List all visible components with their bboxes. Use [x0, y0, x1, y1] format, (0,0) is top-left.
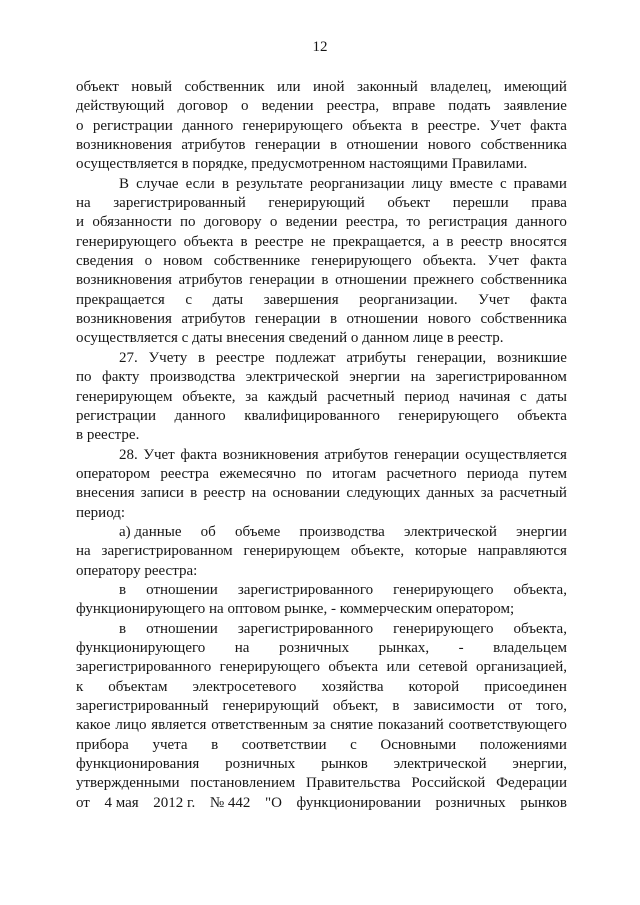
text-line	[76, 465, 567, 484]
word: данных	[426, 485, 475, 502]
word: Федерации	[496, 775, 567, 792]
word: объекта,	[513, 581, 567, 598]
text-line	[76, 291, 567, 310]
word: утвержденными	[76, 775, 180, 792]
text-line	[76, 136, 567, 155]
word: рынках,	[378, 639, 430, 656]
word: объект	[387, 195, 431, 212]
word: присоединен	[484, 678, 567, 695]
word: 28.	[119, 446, 138, 463]
text-line	[76, 233, 567, 252]
word: реестра,	[345, 214, 399, 231]
word: данного	[515, 214, 567, 231]
word: в	[221, 175, 229, 192]
word: от	[508, 698, 523, 714]
word: генерирующего	[219, 659, 320, 676]
word: объекте,	[350, 543, 405, 560]
text-line: осуществляется в порядке, предусмотренном настоящими Правилами.	[76, 156, 528, 173]
word: на	[251, 485, 267, 502]
paragraph	[76, 446, 567, 523]
word: за	[245, 388, 258, 405]
word: отношении	[146, 620, 218, 637]
word: объекта	[352, 117, 402, 134]
word: рынков	[321, 756, 368, 773]
word: реорганизации.	[359, 291, 458, 308]
word: подать	[448, 98, 491, 115]
word: соответствии	[241, 736, 327, 753]
body-text	[76, 78, 567, 813]
word: собственника	[480, 272, 567, 289]
word: законный	[356, 79, 418, 95]
word: электрической	[245, 369, 339, 386]
word: в	[119, 581, 127, 598]
word: внесения	[76, 485, 135, 502]
word: прекращается	[76, 291, 165, 308]
word: договору	[203, 214, 262, 231]
text-line	[76, 755, 567, 774]
word: владелец,	[430, 79, 492, 95]
word: энергии	[349, 369, 401, 386]
word: организацией,	[476, 659, 567, 676]
word: квалифицированного	[244, 407, 380, 424]
word: случае	[136, 175, 179, 192]
word: реорганизации	[309, 175, 405, 192]
word: зарегистрированном	[101, 543, 233, 560]
word: в	[329, 311, 338, 328]
word: подлежат	[275, 349, 336, 366]
word: не	[310, 233, 326, 250]
word: оператором	[76, 465, 151, 482]
word: собственник	[184, 79, 265, 95]
word: факта	[530, 291, 567, 308]
word: данного	[182, 117, 234, 134]
word: генерации	[254, 137, 321, 154]
word: генерирующего	[76, 233, 177, 250]
text-line	[76, 484, 567, 503]
word: записи	[140, 485, 184, 502]
word: хозяйства	[321, 678, 384, 695]
word: даты	[536, 388, 567, 405]
text-line	[76, 407, 567, 426]
word: расчетный	[327, 388, 395, 405]
word: генерирующего	[311, 253, 412, 270]
word: Учет	[489, 117, 521, 134]
word: прекращается,	[332, 233, 426, 250]
word: факта	[530, 253, 567, 270]
word: нового	[427, 137, 471, 154]
word: возникшие	[496, 349, 567, 366]
word: с	[520, 388, 527, 405]
word: в	[411, 117, 419, 134]
word: регистрация	[428, 214, 508, 231]
word: собственника	[480, 311, 567, 328]
word: объект,	[332, 698, 379, 714]
word: новом	[163, 253, 203, 270]
word: реестре	[254, 233, 304, 250]
word: по	[76, 369, 92, 386]
word: лицо	[115, 717, 147, 734]
word: за	[480, 485, 494, 502]
word: в	[392, 698, 400, 714]
word: вправе	[392, 98, 436, 115]
word: ведении	[261, 98, 314, 115]
word: генерирующего	[242, 117, 343, 134]
word: зарегистрированный	[76, 698, 209, 714]
word: атрибуты	[346, 349, 407, 366]
word: начиная	[459, 388, 511, 405]
word: на	[410, 369, 426, 386]
word: в	[198, 349, 206, 366]
paragraph	[76, 620, 567, 813]
word: иной	[312, 79, 345, 95]
word: электрической	[404, 523, 497, 540]
word: того,	[536, 698, 567, 714]
word: прибора	[76, 736, 129, 753]
word: объекта	[517, 407, 567, 424]
text-line	[76, 716, 567, 735]
word: осуществляется	[465, 446, 567, 463]
word: генерирующий	[222, 698, 319, 714]
word: периода	[466, 465, 519, 482]
word: генерации	[393, 446, 460, 463]
word: "О	[264, 794, 282, 811]
text-line: осуществляется с даты внесения сведений о данном лице в реестр.	[76, 330, 504, 347]
word: вместе	[449, 175, 493, 192]
word: объеме	[234, 523, 281, 540]
text-line: функционирующего на оптовом рынке, - коммерческим оператором;	[76, 601, 515, 618]
word: атрибутов	[181, 311, 246, 328]
word: возникновения	[76, 137, 172, 154]
word: о	[76, 117, 84, 134]
word: следующих	[346, 485, 421, 502]
word: о	[144, 253, 153, 270]
word: то	[406, 214, 421, 231]
word: Основными	[380, 736, 457, 753]
word: генерации	[254, 311, 321, 328]
word: обязанности	[92, 214, 172, 231]
paragraph	[76, 581, 567, 620]
word: Правительства	[306, 775, 401, 792]
text-line	[76, 794, 567, 813]
word: Учету	[148, 349, 188, 366]
word: какое	[76, 717, 111, 734]
word: учета	[152, 736, 188, 753]
text-line	[76, 78, 567, 97]
word: объекта,	[513, 620, 567, 637]
word: сведения	[76, 253, 134, 270]
text-line	[76, 194, 567, 213]
word: в	[190, 485, 198, 502]
paragraph	[76, 78, 567, 175]
word: ведении	[285, 214, 338, 231]
word: имеющий	[503, 79, 567, 95]
word: Учет	[487, 253, 519, 270]
word: в	[119, 620, 127, 637]
word: энергии	[516, 523, 567, 540]
word: прежнего	[413, 272, 474, 289]
word: или	[276, 79, 301, 95]
word: факта	[180, 446, 218, 463]
word: в	[240, 233, 248, 250]
word: реестре.	[427, 117, 481, 134]
page-number: 12	[312, 39, 328, 55]
paragraph	[76, 523, 567, 581]
word: положениями	[479, 736, 567, 753]
word: о	[269, 214, 278, 231]
word: в	[446, 233, 454, 250]
word: генерирующего	[393, 581, 494, 598]
text-line	[76, 697, 567, 716]
word: отношении	[346, 137, 419, 154]
word: объекте,	[182, 388, 236, 405]
word: по	[306, 465, 322, 482]
text-line	[76, 774, 567, 793]
text-line	[76, 213, 567, 232]
word: данного	[174, 407, 226, 424]
word: Учет	[143, 446, 175, 463]
word: об	[200, 523, 216, 540]
word: зависимости	[413, 698, 495, 714]
word: рынков	[520, 794, 567, 811]
text-line	[76, 736, 567, 755]
word: и	[76, 214, 85, 231]
word: электрической	[393, 756, 487, 773]
word: генерации	[249, 272, 315, 289]
word: действующий	[76, 98, 165, 115]
word: период	[404, 388, 450, 405]
text-line	[76, 581, 567, 600]
word: В	[119, 175, 130, 192]
word: генерирующего	[393, 620, 494, 637]
word: электросетевого	[192, 678, 297, 695]
paragraph	[76, 175, 567, 349]
word: расчетный	[499, 485, 567, 502]
word: путем	[528, 465, 567, 482]
word: с	[350, 736, 357, 753]
text-line	[76, 523, 567, 542]
word: является	[151, 717, 207, 734]
text-line	[76, 271, 567, 290]
word: договор	[177, 98, 228, 115]
word: даты	[212, 291, 244, 308]
word: постановлением	[190, 775, 296, 792]
word: в	[329, 137, 338, 154]
word: регистрации	[76, 407, 156, 424]
word: розничных	[278, 639, 350, 656]
word: объекта	[328, 659, 379, 676]
word: 27.	[119, 349, 138, 366]
word: права	[531, 195, 567, 212]
word: атрибутов	[181, 137, 246, 154]
word: итогам	[332, 465, 377, 482]
text-line	[76, 175, 567, 194]
word: генерации,	[416, 349, 487, 366]
word: каждый	[267, 388, 318, 405]
word: регистрации	[92, 117, 173, 134]
word: перешли	[452, 195, 509, 212]
word: возникновения	[76, 272, 172, 289]
word: генерирующем	[76, 388, 173, 405]
word: объекта	[183, 233, 234, 250]
word: или	[386, 659, 410, 676]
text-line	[76, 620, 567, 639]
word: которые	[414, 543, 467, 560]
text-line: в реестре.	[76, 427, 140, 444]
word: объект	[76, 79, 119, 95]
word: реестре	[215, 349, 265, 366]
text-line	[76, 388, 567, 407]
text-line	[76, 252, 567, 271]
word: зарегистрированного	[76, 659, 212, 676]
word: основании	[272, 485, 341, 502]
text-line	[76, 97, 567, 116]
word: на	[76, 195, 91, 212]
word: зарегистрированного	[237, 620, 374, 637]
word: а) данные	[119, 523, 182, 540]
word: функционирующего	[76, 639, 206, 656]
word: если	[185, 175, 215, 192]
word: отношении	[346, 311, 419, 328]
word: функционировании	[296, 794, 421, 811]
word: возникновения	[222, 446, 319, 463]
word: генерирующем	[243, 543, 341, 560]
word: сетевой	[418, 659, 468, 676]
word: генерирующего	[398, 407, 499, 424]
word: с	[499, 175, 507, 192]
word: реестр	[203, 485, 246, 502]
word: Учет	[478, 291, 510, 308]
word: возникновения	[76, 311, 172, 328]
word: показаний	[377, 717, 444, 734]
word: ответственным	[211, 717, 308, 734]
word: за	[312, 717, 326, 734]
text-line: период:	[76, 504, 126, 521]
word: с	[185, 291, 193, 308]
word: владельцем	[493, 639, 567, 656]
word: производства	[149, 369, 236, 386]
word: собственника	[480, 137, 567, 154]
word: в	[211, 736, 219, 753]
word: розничных	[435, 794, 506, 811]
word: правами	[513, 175, 567, 192]
text-line	[76, 310, 567, 329]
word: а	[432, 233, 440, 250]
word: к	[76, 678, 84, 695]
word: атрибутов	[178, 272, 243, 289]
word: атрибутов	[324, 446, 389, 463]
word: которой	[408, 678, 460, 695]
word: по	[180, 214, 196, 231]
text-line	[76, 678, 567, 697]
word: производства	[299, 523, 385, 540]
word: отношении	[146, 581, 218, 598]
word: факта	[530, 117, 567, 134]
word: 2012 г.	[153, 794, 196, 811]
word: на	[234, 639, 250, 656]
word: направляются	[477, 543, 567, 560]
word: на	[76, 543, 91, 560]
word: отношении	[335, 272, 407, 289]
word: генерирующий	[268, 195, 365, 212]
word: от	[76, 794, 90, 811]
text-line: оператору реестра:	[76, 562, 198, 579]
word: о	[241, 98, 249, 115]
word: 4 мая	[104, 794, 139, 811]
word: результате	[236, 175, 303, 192]
word: новый	[131, 79, 172, 95]
word: собственнике	[213, 253, 301, 270]
word: № 442	[209, 794, 251, 811]
word: зарегистрированного	[237, 581, 374, 598]
word: ежемесячно	[219, 465, 296, 482]
word: объекта.	[422, 253, 477, 270]
word: реестр	[460, 233, 503, 250]
text-line	[76, 368, 567, 387]
word: факту	[102, 369, 140, 386]
word: реестра	[160, 465, 210, 482]
word: соответствующего	[448, 717, 567, 734]
word: функционирования	[76, 756, 200, 773]
text-line	[76, 117, 567, 136]
word: завершения	[263, 291, 339, 308]
word: зарегистрированный	[113, 195, 246, 212]
text-line	[76, 658, 567, 677]
word: энергии,	[512, 756, 567, 773]
word: -	[458, 639, 464, 656]
text-line	[76, 349, 567, 368]
word: объектам	[108, 678, 168, 695]
word: заявление	[503, 98, 567, 115]
text-line	[76, 639, 567, 658]
text-line	[76, 446, 567, 465]
paragraph	[76, 349, 567, 446]
text-line	[76, 542, 567, 561]
word: Российской	[411, 775, 486, 792]
word: нового	[427, 311, 471, 328]
word: вносятся	[510, 233, 567, 250]
word: зарегистрированном	[435, 369, 567, 386]
word: реестра,	[326, 98, 380, 115]
word: расчетного	[386, 465, 457, 482]
word: снятие	[330, 717, 373, 734]
word: розничных	[225, 756, 296, 773]
word: в	[321, 272, 329, 289]
word: лицу	[411, 175, 443, 192]
